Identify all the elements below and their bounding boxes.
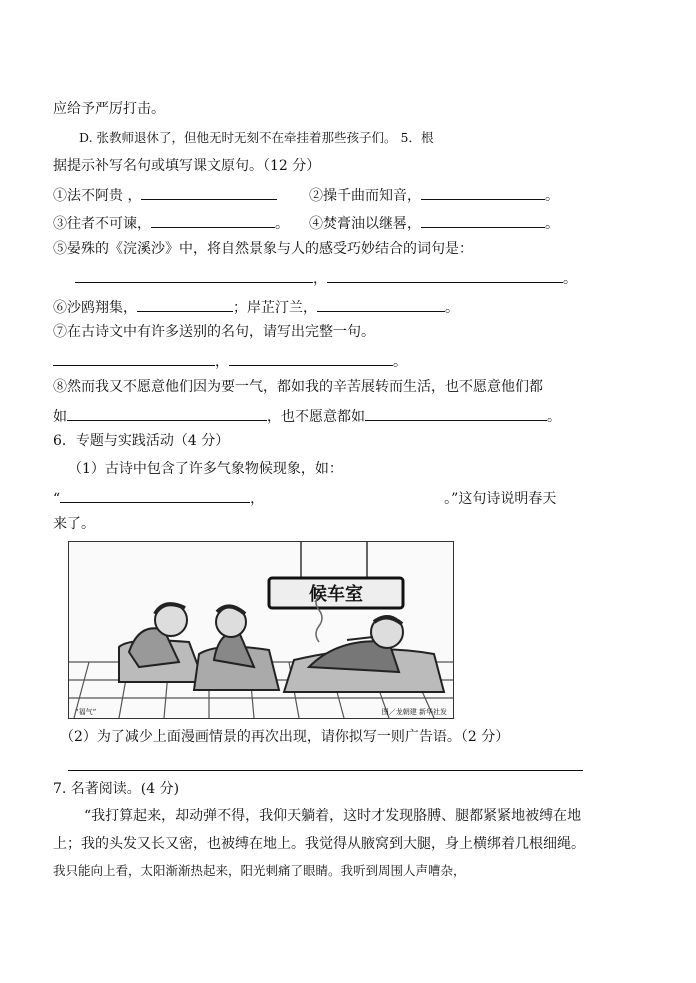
section-6-title: 6．专题与实践活动（4 分）: [53, 433, 230, 449]
section-6-1-answer: “ ， 。”这句诗说明春天: [53, 487, 556, 509]
answer-blank[interactable]: [60, 487, 250, 503]
section-6-1: （1）古诗中包含了许多气象物候现象，如：: [68, 461, 343, 477]
reading-passage-line: 上；我的头发又长又密，也被缚在地上。我觉得从腋窝到大腿，身上横绑着几根细绳。: [53, 836, 585, 852]
answer-line[interactable]: [68, 770, 583, 771]
question-5-5-answer: ， 。: [75, 267, 577, 289]
question-5-8: ⑧然而我又不愿意他们因为要一气，都如我的辛苦展转而生活，也不愿意他们都: [53, 379, 543, 395]
cartoon-caption-right: 图／龙朝建 新华社发: [381, 708, 447, 716]
answer-blank[interactable]: [327, 267, 563, 283]
question-5-4: ④焚膏油以继晷， 。: [309, 212, 559, 234]
question-5-5: ⑤晏殊的《浣溪沙》中，将自然景象与人的感受巧妙结合的词句是：: [53, 241, 473, 257]
waiting-room-cartoon: [68, 541, 454, 719]
question-5-8-answer: 如 ，也不愿意都如 。: [53, 405, 561, 427]
text-line: D. 张教师退休了，但他无时无刻不在牵挂着那些孩子们。 5．根: [79, 130, 434, 145]
cartoon-caption-left: “福气”: [75, 708, 97, 716]
question-5-7-answer: ， 。: [53, 350, 407, 372]
answer-blank[interactable]: [421, 212, 545, 228]
section-6-2: （2）为了减少上面漫画情景的再次出现，请你拟写一则广告语。（2 分）: [60, 729, 510, 745]
answer-blank[interactable]: [365, 405, 547, 421]
answer-blank[interactable]: [264, 488, 444, 503]
question-5-2: ②操千曲而知音， 。: [309, 184, 559, 206]
section-7-title: 7. 名著阅读。(4 分): [53, 781, 180, 797]
question-5-intro: 据提示补写名句或填写课文原句。（12 分）: [53, 158, 321, 174]
answer-blank[interactable]: [317, 296, 445, 312]
cartoon-sign-text: 候车室: [309, 584, 363, 605]
answer-blank[interactable]: [151, 212, 275, 228]
answer-blank[interactable]: [421, 184, 545, 200]
question-5-7: ⑦在古诗文中有许多送别的名句，请写出完整一句。: [53, 324, 375, 340]
answer-blank[interactable]: [229, 350, 393, 366]
question-5-3: ③往者不可谏， 。: [53, 212, 289, 234]
text-line: 应给予严厉打击。: [53, 101, 165, 117]
text-line: 来了。: [53, 516, 95, 532]
answer-blank[interactable]: [137, 296, 233, 312]
question-5-6: ⑥沙鸥翔集， ；岸芷汀兰， 。: [53, 296, 459, 318]
reading-passage-line: “我打算起来，却动弹不得，我仰天躺着，这时才发现胳膊、腿都紧紧地被缚在地: [84, 808, 582, 824]
answer-blank[interactable]: [75, 267, 313, 283]
reading-passage-line: 我只能向上看，太阳渐渐热起来，阳光刺痛了眼睛。我听到周围人声嘈杂，: [53, 863, 466, 878]
answer-blank[interactable]: [67, 405, 267, 421]
answer-blank[interactable]: [141, 184, 277, 200]
answer-blank[interactable]: [53, 350, 215, 366]
question-5-1: ①法不阿贵 ，: [53, 184, 277, 206]
